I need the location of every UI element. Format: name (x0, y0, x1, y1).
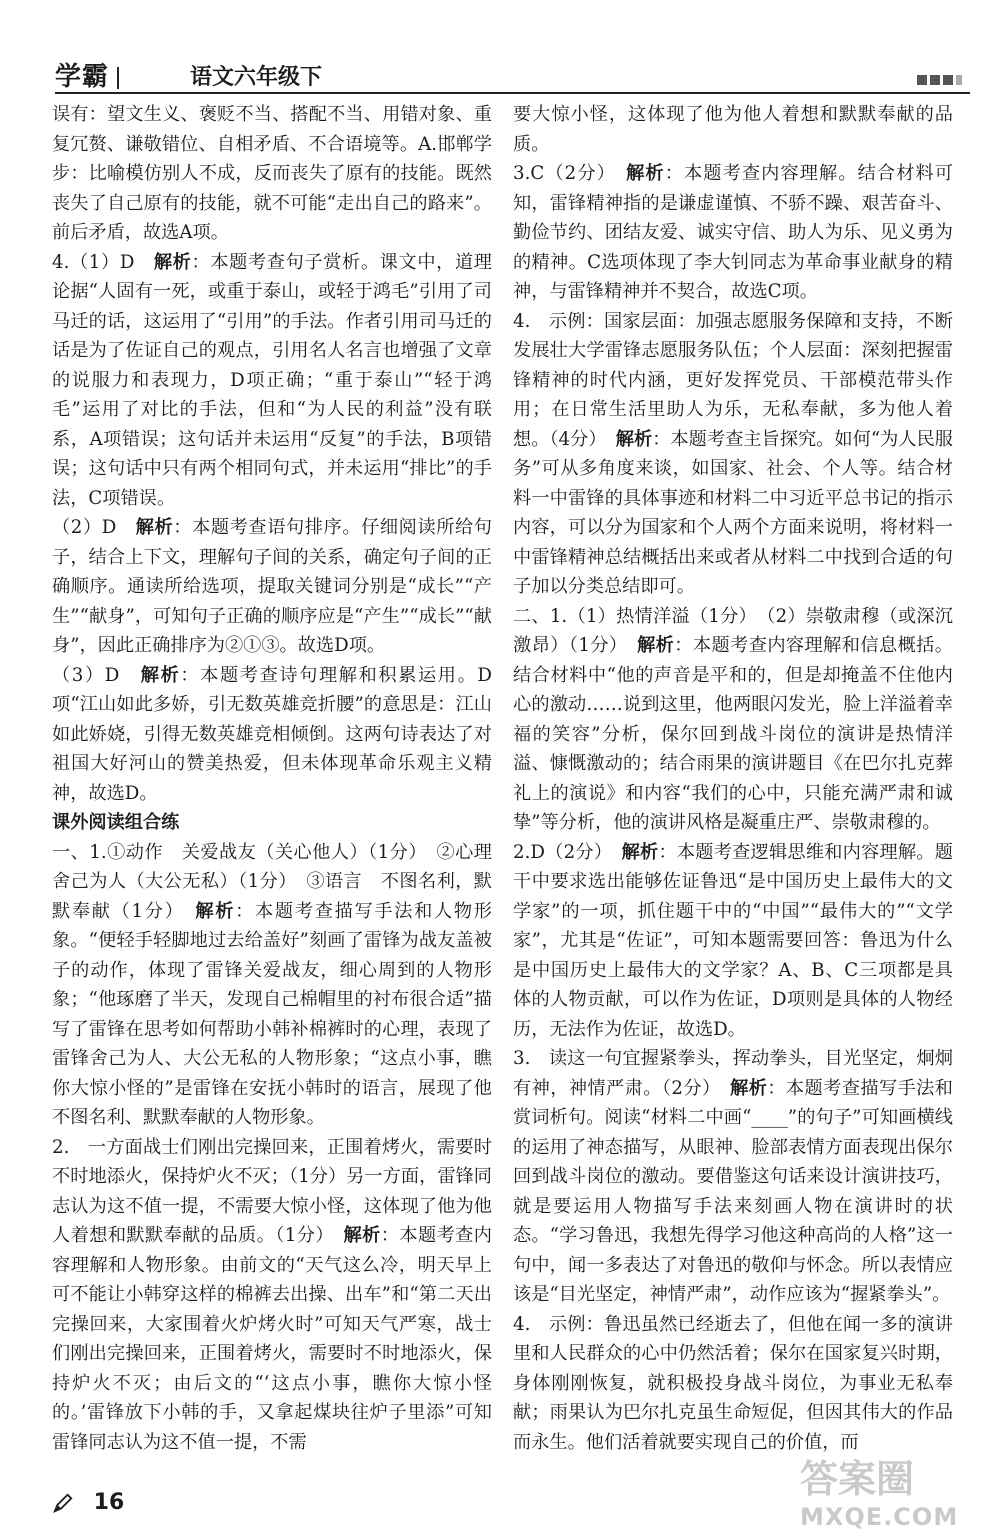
right-paragraph (513, 307, 953, 602)
answer-number: 4.（1）D (52, 251, 154, 273)
right-paragraph (513, 1310, 953, 1458)
watermark-line2: MXQE.COM (800, 1503, 959, 1531)
right-column (513, 100, 953, 1457)
answer-number: （3）D (52, 664, 141, 686)
analysis-label: 解析 (711, 1077, 768, 1099)
analysis-label: 解析 (626, 163, 665, 184)
analysis-label: 解析 (135, 517, 174, 538)
answer-text: ：本题考查诗句理解和积累运用。D项“江山如此多娇，引无数英雄竞折腰”的意思是：江山如此娇娆，引得无数英雄竞相倾倒。这两句诗表达了对祖国大好河山的赞美热爱，但未体现革命乐观主义精神，故选D。 (52, 664, 492, 804)
answer-number: 4. (513, 310, 549, 332)
analysis-text: ：本题考查主旨探究。如何“为人民服务”可从多角度来谈，如国家、社会、个人等。结合材料一中雷锋的具体事迹和材料二中习近平总书记的指示内容，可以分为国家和个人两个方面来说明，将材料一中雷锋精神总结概括出来或者从材料二中找到合适的句子加以分类总结即可。 (513, 428, 953, 597)
left-paragraph (52, 513, 492, 661)
answer-text: 示例：鲁迅虽然已经逝去了，但他在闻一多的演讲里和人民群众的心中仍然活着；保尔在国家复兴时期，身体刚刚恢复，就积极投身战斗岗位，为事业无私奉献；雨果认为巴尔扎克虽生命短促，但因其伟大的作品而永生。他们活着就要实现自己的价值，而 (513, 1313, 953, 1453)
page-number: 16 (93, 1490, 125, 1515)
analysis-label: 解析 (153, 251, 192, 273)
answer-number: 3.C（2分） (513, 163, 627, 184)
left-column (52, 100, 511, 1457)
section-heading: 课外阅读组合练 (52, 812, 180, 833)
subject-title: 语文六年级下 (190, 65, 323, 90)
analysis-label: 解析 (637, 635, 675, 656)
answer-text: 一方面战士们刚出完操回来，正围着烤火，需要时不时地添火，保持炉火不灭；（1分）另一方面，雷锋同志认为这不值一提，不需要大惊小怪，这体现了他为他人着想和默默奉献的品质。（1分） (52, 1136, 492, 1246)
left-paragraph (52, 661, 492, 809)
answer-number: 二、1.（1）热情洋溢（1分） （2）崇敬肃穆（或深沉激昂）（1分） (513, 605, 953, 656)
analysis-label: 解析 (195, 900, 236, 922)
answer-text: 要大惊小怪，这体现了他为他人着想和默默奉献的品质。 (513, 104, 953, 155)
decorative-bars-icon (914, 70, 962, 89)
left-paragraph (52, 248, 492, 514)
answer-number: 4. (513, 1313, 549, 1335)
answer-number: 一、1.①动作 关爱战友（关心他人）（1分） ②心理 舍己为人（大公无私）（1分） ③语言 不图名利，默默奉献（1分） (52, 841, 511, 922)
analysis-text: ：本题考查内容理解和人物形象。由前文的“天气这么冷，明天早上可不能让小韩穿这样的棉裤去出操、出车”和“第二天出完操回来，大家围着火炉烤火时”可知天气严寒，战士们刚出完操回来，正围着烤火，需要时不时地添火，保持炉火不灭；由后文的“‘这点小事，瞧你大惊小怪的。’雷锋放下小韩的手，又拿起煤块往炉子里添”可知雷锋同志认为这不值一提，不需 (52, 1225, 492, 1453)
answer-text: 误有：望文生义、褒贬不当、搭配不当、用错对象、重复冗赘、谦敬错位、自相矛盾、不合语境等。A.邯郸学步：比喻模仿别人不成，反而丧失了原有的技能。既然丧失了自己原有的技能，就不可能“走出自己的路来”。前后矛盾，故选A项。 (52, 104, 492, 243)
answer-number: 2.D（2分） (513, 841, 622, 863)
right-paragraph (513, 838, 953, 1045)
right-paragraph (513, 159, 953, 307)
analysis-label: 解析 (621, 841, 659, 863)
right-paragraph (513, 1044, 953, 1310)
answer-text: ：本题考查逻辑思维和内容理解。题干中要求选出能够佐证鲁迅“是中国历史上最伟大的文学家”的一项，抓住题干中的“中国”“最伟大的”“文学家”，尤其是“佐证”，可知本题需要回答：鲁迅为什么是中国历史上最伟大的文学家？A、B、C三项都是具体的人物贡献，可以作为佐证，D项则是具体的人物经历，无法作为佐证，故选D。 (513, 841, 953, 1040)
brand-logo (55, 56, 127, 93)
analysis-label: 解析 (597, 428, 653, 450)
answer-text: 读这一句宜握紧拳头，挥动拳头，目光坚定，炯炯有神，神情严肃。（2分） (513, 1048, 953, 1099)
right-paragraph (513, 100, 953, 159)
analysis-label: 解析 (324, 1225, 381, 1246)
answer-number: （2）D (52, 517, 136, 538)
brand-logo-text: 学霸 (55, 62, 110, 92)
answer-text: ：本题考查内容理解和信息概括。结合材料中“他的声音是平和的，但是却掩盖不住他内心的激动……说到这里，他两眼闪发光，脸上洋溢着幸福的笑容”分析，保尔回到战斗岗位的演讲是热情洋溢、慷慨激动的；结合雨果的演讲题目《在巴尔扎克葬礼上的演说》和内容“我们的心中，只能充满严肃和诚挚”等分析，他的演讲风格是凝重庄严、崇敬肃穆的。 (513, 635, 953, 833)
answer-text: ：本题考查内容理解。结合材料可知，雷锋精神指的是谦虚谨慎、不骄不躁、艰苦奋斗、勤俭节约、团结友爱、诚实守信、助人为乐、见义勇为的精神。C选项体现了李大钊同志为革命事业献身的精神，与雷锋精神并不契合，故选C项。 (513, 163, 953, 302)
watermark-line1: 答案圈 (800, 1457, 915, 1501)
right-paragraph (513, 602, 953, 838)
analysis-label: 解析 (140, 664, 181, 686)
answer-text: ：本题考查语句排序。仔细阅读所给句子，结合上下文，理解句子间的关系，确定句子间的正确顺序。通读所给选项，提取关键词分别是“成长”“产生”“献身”，可知句子正确的顺序应是“产生”“成长”“献身”，因此正确排序为②①③。故选D项。 (52, 517, 492, 656)
left-paragraph (52, 838, 511, 1133)
answer-number: 3. (513, 1048, 549, 1069)
page-footer (52, 1490, 124, 1515)
watermark (800, 1457, 959, 1536)
answer-text: ：本题考查句子赏析。课文中，道理论据“人固有一死，或重于泰山，或轻于鸿毛”引用了司马迁的话，这运用了“引用”的手法。作者引用司马迁的话是为了佐证自己的观点，引用名人名言也增强了文章的说服力和表现力，D项正确；“重于泰山”“轻于鸿毛”运用了对比的手法，但和“为人民的利益”没有联系，A项错误；这句话并未运用“反复”的手法，B项错误；这句话中只有两个相同句式，并未运用“排比”的手法，C项错误。 (52, 251, 492, 509)
answer-text: 示例：国家层面：加强志愿服务保障和支持，不断发展壮大学雷锋志愿服务队伍；个人层面：深刻把握雷锋精神的时代内涵，更好发挥党员、干部模范带头作用；在日常生活里助人为乐，无私奉献，多为他人着想。（4分） (513, 310, 953, 450)
answer-text: ：本题考查描写手法和人物形象。“便轻手轻脚地过去给盖好”刻画了雷锋为战友盖被子的动作，体现了雷锋关爱战友，细心周到的人物形象；“他琢磨了半天，发现自己棉帽里的衬布很合适”描写了雷锋在思考如何帮助小韩补棉裤时的心理，表现了雷锋舍己为人、大公无私的人物形象；“这点小事，瞧你大惊小怪的”是雷锋在安抚小韩时的语言，展现了他不图名利、默默奉献的人物形象。 (52, 900, 492, 1128)
answer-number: 2. (52, 1136, 88, 1158)
left-paragraph (52, 100, 492, 248)
page-header (55, 52, 970, 94)
analysis-text: ：本题考查描写手法和赏词析句。阅读“材料二中画“____”的句子”可知画横线的运用了神态描写，从眼神、脸部表情方面表现出保尔回到战斗岗位的激动。要借鉴这句话来设计演讲技巧，就是要运用人物描写手法来刻画人物在演讲时的状态。“学习鲁迅，我想先得学习他这种高尚的人格”这一句中，闻一多表达了对鲁迅的敬仰与怀念。所以表情应该是“目光坚定，神情严肃”，动作应该为“握紧拳头”。 (513, 1077, 953, 1305)
pencil-icon (52, 1492, 74, 1514)
left-paragraph (52, 1133, 492, 1458)
